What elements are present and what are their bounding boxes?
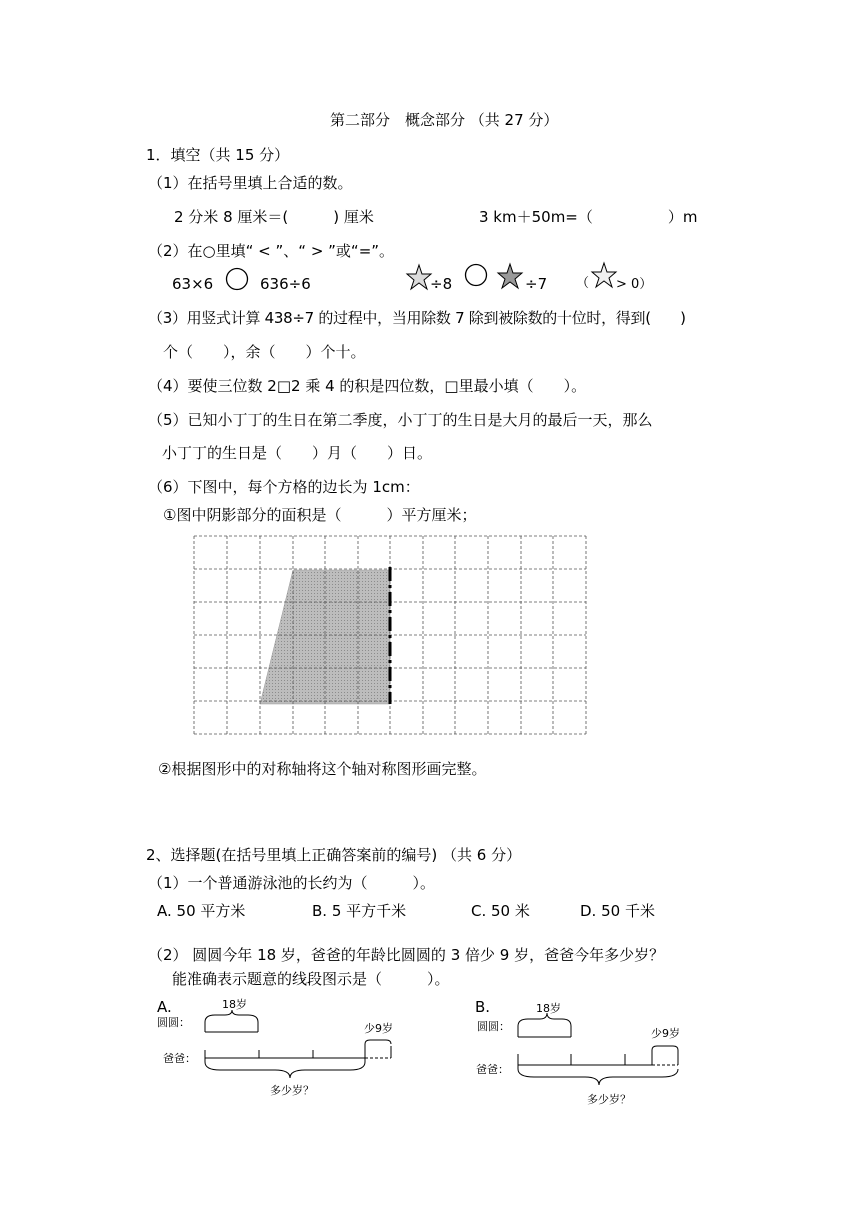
q2-heading: 2、选择题(在括号里填上正确答案前的编号) （共 6 分） xyxy=(146,846,522,864)
diagram-b-brace-bottom: 多少岁？ xyxy=(587,1093,631,1106)
q1-p3-line1: （3）用竖式计算 438÷7 的过程中，当用除数 7 除到被除数的十位时，得到( ) xyxy=(148,309,686,327)
q1-p6-label: （6）下图中，每个方格的边长为 1cm： xyxy=(148,478,420,496)
q2-p1-label: （1）一个普通游泳池的长约为（ ）。 xyxy=(148,874,436,892)
q2-option-b: B. 5 平方千米 xyxy=(312,902,407,920)
q1-p3-line2: 个（ ），余（ ）个十。 xyxy=(163,343,366,361)
star-icon xyxy=(591,262,617,288)
q1-p2-star-a: ÷8 xyxy=(430,275,453,293)
diagram-b-label: B. xyxy=(475,998,491,1016)
diagram-b-row2: 爸爸： xyxy=(476,1063,509,1076)
diagram-a-less: 少9岁 xyxy=(364,1022,393,1035)
q1-p2-cond-close: > 0） xyxy=(616,277,653,292)
q2-option-c: C. 50 米 xyxy=(471,902,530,920)
q1-p2-star-b: ÷7 xyxy=(525,275,548,293)
diagram-a-brace-bottom: 多少岁？ xyxy=(270,1084,314,1097)
section-title: 第二部分 概念部分 （共 27 分） xyxy=(330,111,559,129)
diagram-b-less: 少9岁 xyxy=(651,1027,680,1040)
diagram-a-label: A. xyxy=(157,998,172,1016)
q1-p1-right: 3 km＋50m=（ ）m xyxy=(479,208,698,226)
star-icon xyxy=(406,264,432,290)
q2-option-d: D. 50 千米 xyxy=(580,902,655,920)
q2-option-a: A. 50 平方米 xyxy=(157,902,246,920)
compare-circle-1 xyxy=(224,266,250,292)
q1-p1-left: 2 分米 8 厘米＝( ) 厘米 xyxy=(174,208,374,226)
diagram-a-row1: 圆圆： xyxy=(157,1016,190,1029)
q1-p2-label: （2）在○里填“ < ”、“ > ”或“=”。 xyxy=(148,242,395,260)
q1-p2-left-a: 63×6 xyxy=(172,275,214,293)
q1-p4-text: （4）要使三位数 2□2 乘 4 的积是四位数，□里最小填（ ）。 xyxy=(148,377,587,395)
diagram-b-brace-top: 18岁 xyxy=(536,1002,561,1015)
diagram-a-lines xyxy=(200,1010,400,1090)
q1-p5-line2: 小丁丁的生日是（ ）月（ ）日。 xyxy=(162,444,433,462)
q1-p2-cond-open: （ xyxy=(576,276,590,291)
q1-heading: 1．填空（共 15 分） xyxy=(146,146,290,164)
grid-figure xyxy=(194,536,590,736)
q2-p2-line1: （2） 圆圆今年 18 岁，爸爸的年龄比圆圆的 3 倍少 9 岁，爸爸今年多少岁？ xyxy=(148,946,665,964)
q1-p6-sub1: ①图中阴影部分的面积是（ ）平方厘米； xyxy=(163,506,477,524)
diagram-b-lines xyxy=(512,1012,692,1102)
star-icon xyxy=(497,263,523,289)
diagram-a-row2: 爸爸： xyxy=(163,1052,196,1065)
q1-p6-sub2: ②根据图形中的对称轴将这个轴对称图形画完整。 xyxy=(158,760,487,778)
compare-circle-2 xyxy=(463,262,489,288)
q1-p1-label: （1）在括号里填上合适的数。 xyxy=(148,174,353,192)
diagram-a-brace-top: 18岁 xyxy=(222,998,247,1011)
q1-p2-left-b: 636÷6 xyxy=(260,275,311,293)
diagram-b-row1: 圆圆： xyxy=(477,1020,510,1033)
q2-p2-line2: 能准确表示题意的线段图示是（ ）。 xyxy=(172,970,450,988)
q1-p5-line1: （5）已知小丁丁的生日在第二季度，小丁丁的生日是大月的最后一天，那么 xyxy=(148,411,653,429)
